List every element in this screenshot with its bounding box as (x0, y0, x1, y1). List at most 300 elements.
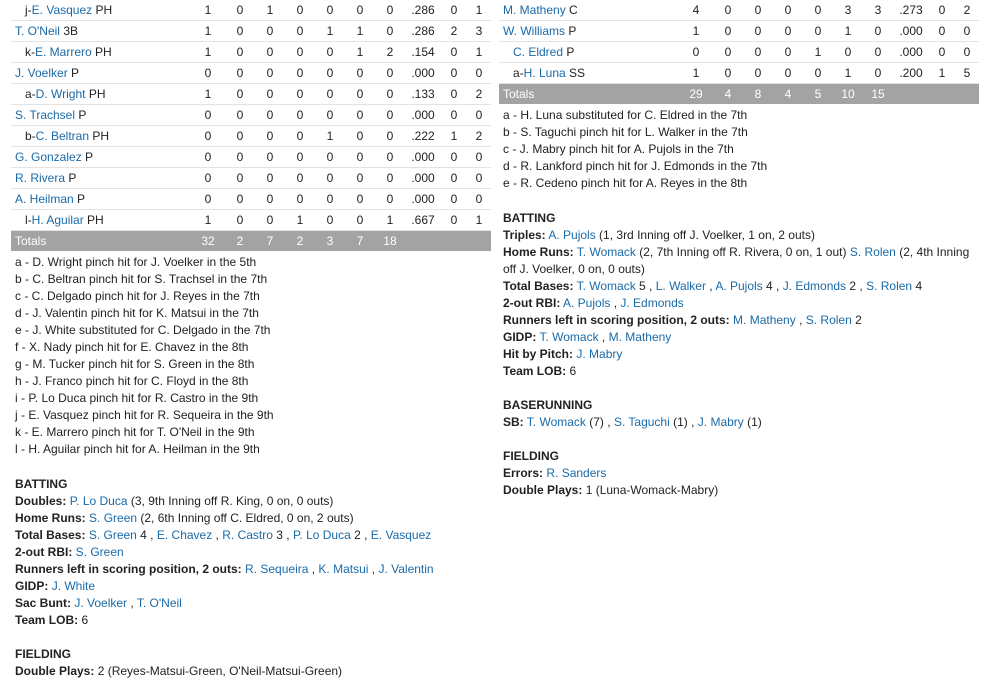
sub-note: f - X. Nady pinch hit for E. Chavez in the 8th (15, 340, 249, 354)
stat-label: Total Bases: (15, 528, 86, 542)
sub-note: a - D. Wright pinch hit for J. Voelker in the 5th (15, 255, 257, 269)
stat-cell: 1 (191, 42, 225, 63)
stat-cell: 0 (225, 126, 255, 147)
stat-label: GIDP: (503, 330, 537, 344)
separator: , (795, 313, 806, 327)
totals-cell (441, 231, 467, 252)
player-link[interactable]: M. Matheny (733, 313, 796, 327)
stat-cell: 0 (191, 189, 225, 210)
stat-cell: 0 (345, 126, 375, 147)
totals-cell: 2 (225, 231, 255, 252)
player-link[interactable]: S. Green (88, 528, 137, 542)
stat-cell: 0 (285, 168, 315, 189)
player-link[interactable]: C. Eldred (513, 45, 564, 59)
stat-cell: 1 (441, 126, 467, 147)
stat-cell: 0 (255, 168, 285, 189)
stat-cell: 0 (225, 147, 255, 168)
right-batting-section (499, 210, 979, 499)
totals-cell: 7 (255, 231, 285, 252)
stat-cell: .222 (405, 126, 441, 147)
stat-label: Runners left in scoring position, 2 outs: (503, 313, 730, 327)
stat-cell: 0 (375, 147, 405, 168)
stat-label: Triples: (503, 228, 546, 242)
player-link[interactable]: T. Womack (576, 279, 636, 293)
stat-label: Home Runs: (503, 245, 574, 259)
total-bases-row (503, 278, 979, 295)
stat-cell: 0 (375, 21, 405, 42)
stat-label: Double Plays: (503, 483, 583, 497)
section-title: FIELDING (15, 647, 71, 661)
stat-label: SB: (503, 415, 524, 429)
stat-cell: 0 (743, 63, 773, 84)
player-link[interactable]: K. Matsui (318, 562, 369, 576)
stat-cell: 1 (191, 84, 225, 105)
stat-cell: 5 (955, 63, 979, 84)
stat-cell: 0 (285, 147, 315, 168)
home-runs-row (15, 510, 491, 527)
stat-cell: 0 (255, 21, 285, 42)
player-row (499, 0, 979, 21)
stat-cell: 1 (803, 42, 833, 63)
stat-cell: 0 (375, 168, 405, 189)
stat-value: 2 (Reyes-Matsui-Green, O'Neil-Matsui-Green) (97, 664, 343, 678)
player-link[interactable]: G. Gonzalez (15, 150, 82, 164)
player-cell (11, 0, 191, 21)
stat-cell: 0 (225, 42, 255, 63)
stat-cell: 0 (285, 21, 315, 42)
stat-cell: 0 (773, 0, 803, 21)
stat-cell: 0 (191, 105, 225, 126)
totals-cell: 8 (743, 84, 773, 105)
stat-detail: 3 , (272, 528, 293, 542)
player-link[interactable]: J. Valentin (378, 562, 434, 576)
stat-cell: 0 (929, 0, 955, 21)
stat-cell: 0 (255, 126, 285, 147)
stat-cell: 0 (225, 63, 255, 84)
stat-cell: .273 (893, 0, 929, 21)
stat-detail: (2, 6th Inning off C. Eldred, 0 on, 2 outs) (137, 511, 354, 525)
stat-cell: 0 (285, 126, 315, 147)
right-team-section (499, 0, 979, 499)
player-link[interactable]: E. Vasquez (31, 3, 93, 17)
stat-label: Runners left in scoring position, 2 outs: (15, 562, 242, 576)
stat-cell: 0 (803, 0, 833, 21)
totals-label: Totals (11, 231, 191, 252)
stat-cell: 0 (441, 168, 467, 189)
player-link[interactable]: T. O'Neil (136, 596, 182, 610)
player-link[interactable]: T. Womack (539, 330, 599, 344)
player-link[interactable]: R. Rivera (15, 171, 66, 185)
stat-cell: 0 (315, 42, 345, 63)
sub-note: j - E. Vasquez pinch hit for R. Sequeira in the 9th (15, 408, 274, 422)
totals-cell: 2 (285, 231, 315, 252)
risp-row (15, 561, 491, 578)
player-link[interactable]: R. Sequeira (245, 562, 309, 576)
player-link[interactable]: H. Luna (523, 66, 566, 80)
player-link[interactable]: J. Edmonds (620, 296, 684, 310)
separator: , (308, 562, 319, 576)
stat-cell: 0 (191, 168, 225, 189)
stat-detail: 2 , (846, 279, 867, 293)
sub-note: d - R. Lankford pinch hit for J. Edmonds in the 7th (503, 159, 768, 173)
position: PH (92, 129, 110, 143)
stat-cell: 0 (863, 42, 893, 63)
stat-cell: 2 (441, 21, 467, 42)
stat-detail: (1, 3rd Inning off J. Voelker, 1 on, 2 outs) (595, 228, 815, 242)
stat-label: Double Plays: (15, 664, 95, 678)
player-link[interactable]: S. Taguchi (613, 415, 670, 429)
sub-note: g - M. Tucker pinch hit for S. Green in the 8th (15, 357, 255, 371)
stat-cell: 0 (225, 210, 255, 231)
left-substitution-notes (11, 254, 491, 458)
totals-cell: 15 (863, 84, 893, 105)
player-row (11, 21, 491, 42)
stat-detail: , (212, 528, 223, 542)
gidp-row (15, 578, 491, 595)
position: PH (88, 87, 106, 101)
stat-cell: .000 (405, 63, 441, 84)
stat-label: Hit by Pitch: (503, 347, 574, 361)
separator: , (610, 296, 621, 310)
right-substitution-notes (499, 107, 979, 192)
separator: , (368, 562, 379, 576)
player-cell (11, 63, 191, 84)
stat-cell: 0 (375, 126, 405, 147)
stat-label: Team LOB: (15, 613, 79, 627)
right-table-body (499, 0, 979, 104)
position: P (71, 66, 80, 80)
stat-cell: 0 (955, 42, 979, 63)
stat-cell: 1 (191, 210, 225, 231)
player-link[interactable]: W. Williams (503, 24, 565, 38)
player-link[interactable]: J. White (51, 579, 96, 593)
sub-note: b - S. Taguchi pinch hit for L. Walker in the 7th (503, 125, 748, 139)
totals-cell: 4 (713, 84, 743, 105)
player-cell (499, 21, 679, 42)
sub-prefix: j- (25, 3, 32, 17)
stat-detail: , (705, 279, 716, 293)
stat-cell: 0 (833, 42, 863, 63)
player-link[interactable]: M. Matheny (608, 330, 672, 344)
stat-cell: .667 (405, 210, 441, 231)
stat-cell: .200 (893, 63, 929, 84)
player-link[interactable]: J. Mabry (576, 347, 623, 361)
stat-cell: 0 (225, 84, 255, 105)
left-batting-section (11, 476, 491, 680)
totals-cell (955, 84, 979, 105)
player-row (499, 21, 979, 42)
stat-label: Errors: (503, 466, 544, 480)
stat-cell: 0 (315, 210, 345, 231)
player-link[interactable]: T. Womack (576, 245, 636, 259)
player-row (11, 189, 491, 210)
player-link[interactable]: T. Womack (526, 415, 586, 429)
player-row (11, 147, 491, 168)
player-link[interactable]: A. Heilman (15, 192, 74, 206)
sac-bunt-row (15, 595, 491, 612)
stat-cell: 1 (833, 21, 863, 42)
stat-cell: 1 (679, 63, 713, 84)
player-cell (11, 126, 191, 147)
stat-cell: 0 (441, 0, 467, 21)
stat-cell: 0 (345, 189, 375, 210)
totals-cell: 7 (345, 231, 375, 252)
double-plays-row (15, 663, 491, 680)
player-cell (499, 63, 679, 84)
sub-prefix: b- (25, 129, 36, 143)
stat-cell: 3 (863, 0, 893, 21)
player-link[interactable]: H. Aguilar (31, 213, 84, 227)
stat-cell: 0 (467, 168, 491, 189)
stat-cell: 0 (345, 147, 375, 168)
stat-cell: 2 (955, 0, 979, 21)
sub-note: c - J. Mabry pinch hit for A. Pujols in the 7th (503, 142, 734, 156)
totals-cell: 29 (679, 84, 713, 105)
stat-cell: 1 (345, 42, 375, 63)
stat-cell: .154 (405, 42, 441, 63)
player-row (499, 42, 979, 63)
stat-cell: 1 (315, 21, 345, 42)
stat-cell: 3 (467, 21, 491, 42)
totals-cell: 4 (773, 84, 803, 105)
stat-cell: 0 (315, 63, 345, 84)
stat-cell: 0 (441, 84, 467, 105)
player-link[interactable]: R. Castro (222, 528, 273, 542)
stat-cell: 1 (679, 21, 713, 42)
sub-note: k - E. Marrero pinch hit for T. O'Neil in the 9th (15, 425, 255, 439)
stat-cell: 0 (285, 84, 315, 105)
stat-cell: 1 (929, 63, 955, 84)
team-lob-row (503, 363, 979, 380)
stat-cell: 0 (225, 0, 255, 21)
player-cell (11, 105, 191, 126)
stat-detail: 4 , (762, 279, 783, 293)
totals-cell (467, 231, 491, 252)
player-link[interactable]: S. Green (89, 511, 138, 525)
stat-cell: .286 (405, 21, 441, 42)
stat-cell: 0 (255, 84, 285, 105)
stat-cell: .000 (405, 105, 441, 126)
player-link[interactable]: S. Rolen (866, 279, 913, 293)
stat-value: 1 (Luna-Womack-Mabry) (585, 483, 719, 497)
totals-cell: 32 (191, 231, 225, 252)
section-title: FIELDING (503, 449, 559, 463)
sub-note: e - J. White substituted for C. Delgado in the 7th (15, 323, 271, 337)
stat-cell: 0 (255, 63, 285, 84)
totals-row (499, 84, 979, 105)
separator: , (598, 330, 609, 344)
stat-cell: 0 (803, 21, 833, 42)
stat-cell: 1 (467, 210, 491, 231)
totals-cell: 18 (375, 231, 405, 252)
player-link[interactable]: D. Wright (35, 87, 86, 101)
stat-cell: 0 (225, 168, 255, 189)
stat-cell: 3 (833, 0, 863, 21)
sub-note: a - H. Luna substituted for C. Eldred in the 7th (503, 108, 748, 122)
stat-cell: 2 (375, 42, 405, 63)
stat-cell: 0 (345, 105, 375, 126)
home-runs-row (503, 244, 979, 278)
stat-cell: 0 (345, 63, 375, 84)
stat-value: 6 (569, 364, 577, 378)
stat-label: Home Runs: (15, 511, 86, 525)
stat-cell: 1 (255, 0, 285, 21)
stat-cell: 0 (713, 21, 743, 42)
stat-cell: 0 (315, 0, 345, 21)
stat-cell: .000 (893, 42, 929, 63)
player-cell (11, 42, 191, 63)
stat-cell: 0 (467, 189, 491, 210)
totals-cell: 5 (803, 84, 833, 105)
stat-cell: 0 (863, 63, 893, 84)
stat-cell: 0 (255, 42, 285, 63)
stat-detail: (2, 4th Inning off J. Voelker, 0 on, 0 outs) (503, 245, 970, 276)
sub-note: h - J. Franco pinch hit for C. Floyd in the 8th (15, 374, 249, 388)
stat-cell: 0 (743, 0, 773, 21)
stat-cell: 0 (345, 0, 375, 21)
player-link[interactable]: P. Lo Duca (292, 528, 351, 542)
player-link[interactable]: S. Rolen (849, 245, 896, 259)
player-link[interactable]: S. Green (75, 545, 124, 559)
totals-cell (929, 84, 955, 105)
stat-detail: (2, 7th Inning off R. Rivera, 0 on, 1 out) (635, 245, 850, 259)
left-team-section (11, 0, 491, 680)
position: PH (87, 213, 104, 227)
stat-cell: 0 (375, 189, 405, 210)
stat-cell: 0 (315, 168, 345, 189)
double-plays-row (503, 482, 979, 499)
stat-cell: .286 (405, 0, 441, 21)
player-link[interactable]: R. Sanders (546, 466, 607, 480)
sub-prefix: a- (513, 66, 524, 80)
sub-prefix: l- (25, 213, 32, 227)
position: P (78, 108, 87, 122)
position: P (68, 171, 77, 185)
position: PH (95, 45, 112, 59)
player-link[interactable]: M. Matheny (503, 3, 566, 17)
stat-detail: (7) , (585, 415, 614, 429)
errors-row (503, 465, 979, 482)
totals-cell (405, 231, 441, 252)
sub-prefix: a- (25, 87, 36, 101)
player-link[interactable]: A. Pujols (548, 228, 596, 242)
stat-cell: .000 (405, 189, 441, 210)
player-link[interactable]: L. Walker (655, 279, 706, 293)
stat-cell: 0 (441, 42, 467, 63)
stat-cell: 0 (467, 147, 491, 168)
stat-cell: 0 (285, 0, 315, 21)
stat-cell: 0 (467, 105, 491, 126)
stat-cell: 0 (255, 147, 285, 168)
player-link[interactable]: J. Mabry (697, 415, 744, 429)
stat-cell: 0 (315, 147, 345, 168)
stat-cell: 0 (773, 63, 803, 84)
stat-cell: 0 (255, 105, 285, 126)
stat-cell: 0 (713, 63, 743, 84)
position: P (566, 45, 575, 59)
player-cell (11, 189, 191, 210)
stat-cell: 1 (833, 63, 863, 84)
player-link[interactable]: S. Trachsel (15, 108, 76, 122)
stat-label: Team LOB: (503, 364, 567, 378)
stat-cell: 0 (255, 210, 285, 231)
stat-cell: 0 (441, 105, 467, 126)
stat-label: GIDP: (15, 579, 49, 593)
stat-cell: 0 (679, 42, 713, 63)
stat-cell: 1 (285, 210, 315, 231)
totals-row (11, 231, 491, 252)
player-link[interactable]: E. Marrero (35, 45, 92, 59)
stat-cell: 0 (345, 84, 375, 105)
stat-cell: 0 (713, 42, 743, 63)
player-link[interactable]: J. Voelker (15, 66, 68, 80)
stat-cell: 0 (225, 21, 255, 42)
player-link[interactable]: T. O'Neil (15, 24, 60, 38)
player-cell (499, 42, 679, 63)
position: 3B (63, 24, 78, 38)
doubles-row (15, 493, 491, 510)
stat-cell: 1 (375, 210, 405, 231)
stat-cell: 2 (467, 126, 491, 147)
sub-note: d - J. Valentin pinch hit for K. Matsui in the 7th (15, 306, 259, 320)
stat-cell: 0 (773, 21, 803, 42)
stat-cell: 0 (315, 84, 345, 105)
player-cell (11, 21, 191, 42)
stat-label: Sac Bunt: (15, 596, 72, 610)
right-batting-table (499, 0, 979, 104)
player-link[interactable]: E. Vasquez (370, 528, 432, 542)
stat-label: 2-out RBI: (15, 545, 73, 559)
player-link[interactable]: C. Beltran (35, 129, 90, 143)
stat-cell: 0 (863, 21, 893, 42)
player-row (11, 84, 491, 105)
player-link[interactable]: A. Pujols (563, 296, 611, 310)
player-link[interactable]: A. Pujols (715, 279, 763, 293)
stat-cell: 0 (315, 189, 345, 210)
stat-cell: 0 (441, 189, 467, 210)
position: P (568, 24, 577, 38)
stat-cell: 1 (191, 21, 225, 42)
stat-label: Doubles: (15, 494, 67, 508)
player-row (11, 168, 491, 189)
player-row (11, 210, 491, 231)
stat-detail: 4 , (136, 528, 157, 542)
stat-detail: 4 (912, 279, 923, 293)
section-title: BASERUNNING (503, 398, 593, 412)
player-link[interactable]: J. Voelker (74, 596, 128, 610)
stat-cell: 1 (467, 0, 491, 21)
stat-cell: 0 (345, 210, 375, 231)
position: P (77, 192, 86, 206)
player-row (11, 105, 491, 126)
stat-cell: 0 (255, 189, 285, 210)
stat-cell: 1 (467, 42, 491, 63)
totals-cell: 3 (315, 231, 345, 252)
position: P (85, 150, 94, 164)
stat-cell: 0 (191, 126, 225, 147)
player-link[interactable]: E. Chavez (156, 528, 213, 542)
stat-cell: 0 (441, 147, 467, 168)
player-link[interactable]: P. Lo Duca (69, 494, 128, 508)
player-link[interactable]: S. Rolen (805, 313, 852, 327)
player-link[interactable]: J. Edmonds (782, 279, 847, 293)
stat-cell: 0 (225, 105, 255, 126)
stat-cell: 0 (375, 105, 405, 126)
stat-cell: 0 (803, 63, 833, 84)
player-cell (11, 210, 191, 231)
stat-cell: 1 (191, 0, 225, 21)
stat-cell: 0 (191, 63, 225, 84)
